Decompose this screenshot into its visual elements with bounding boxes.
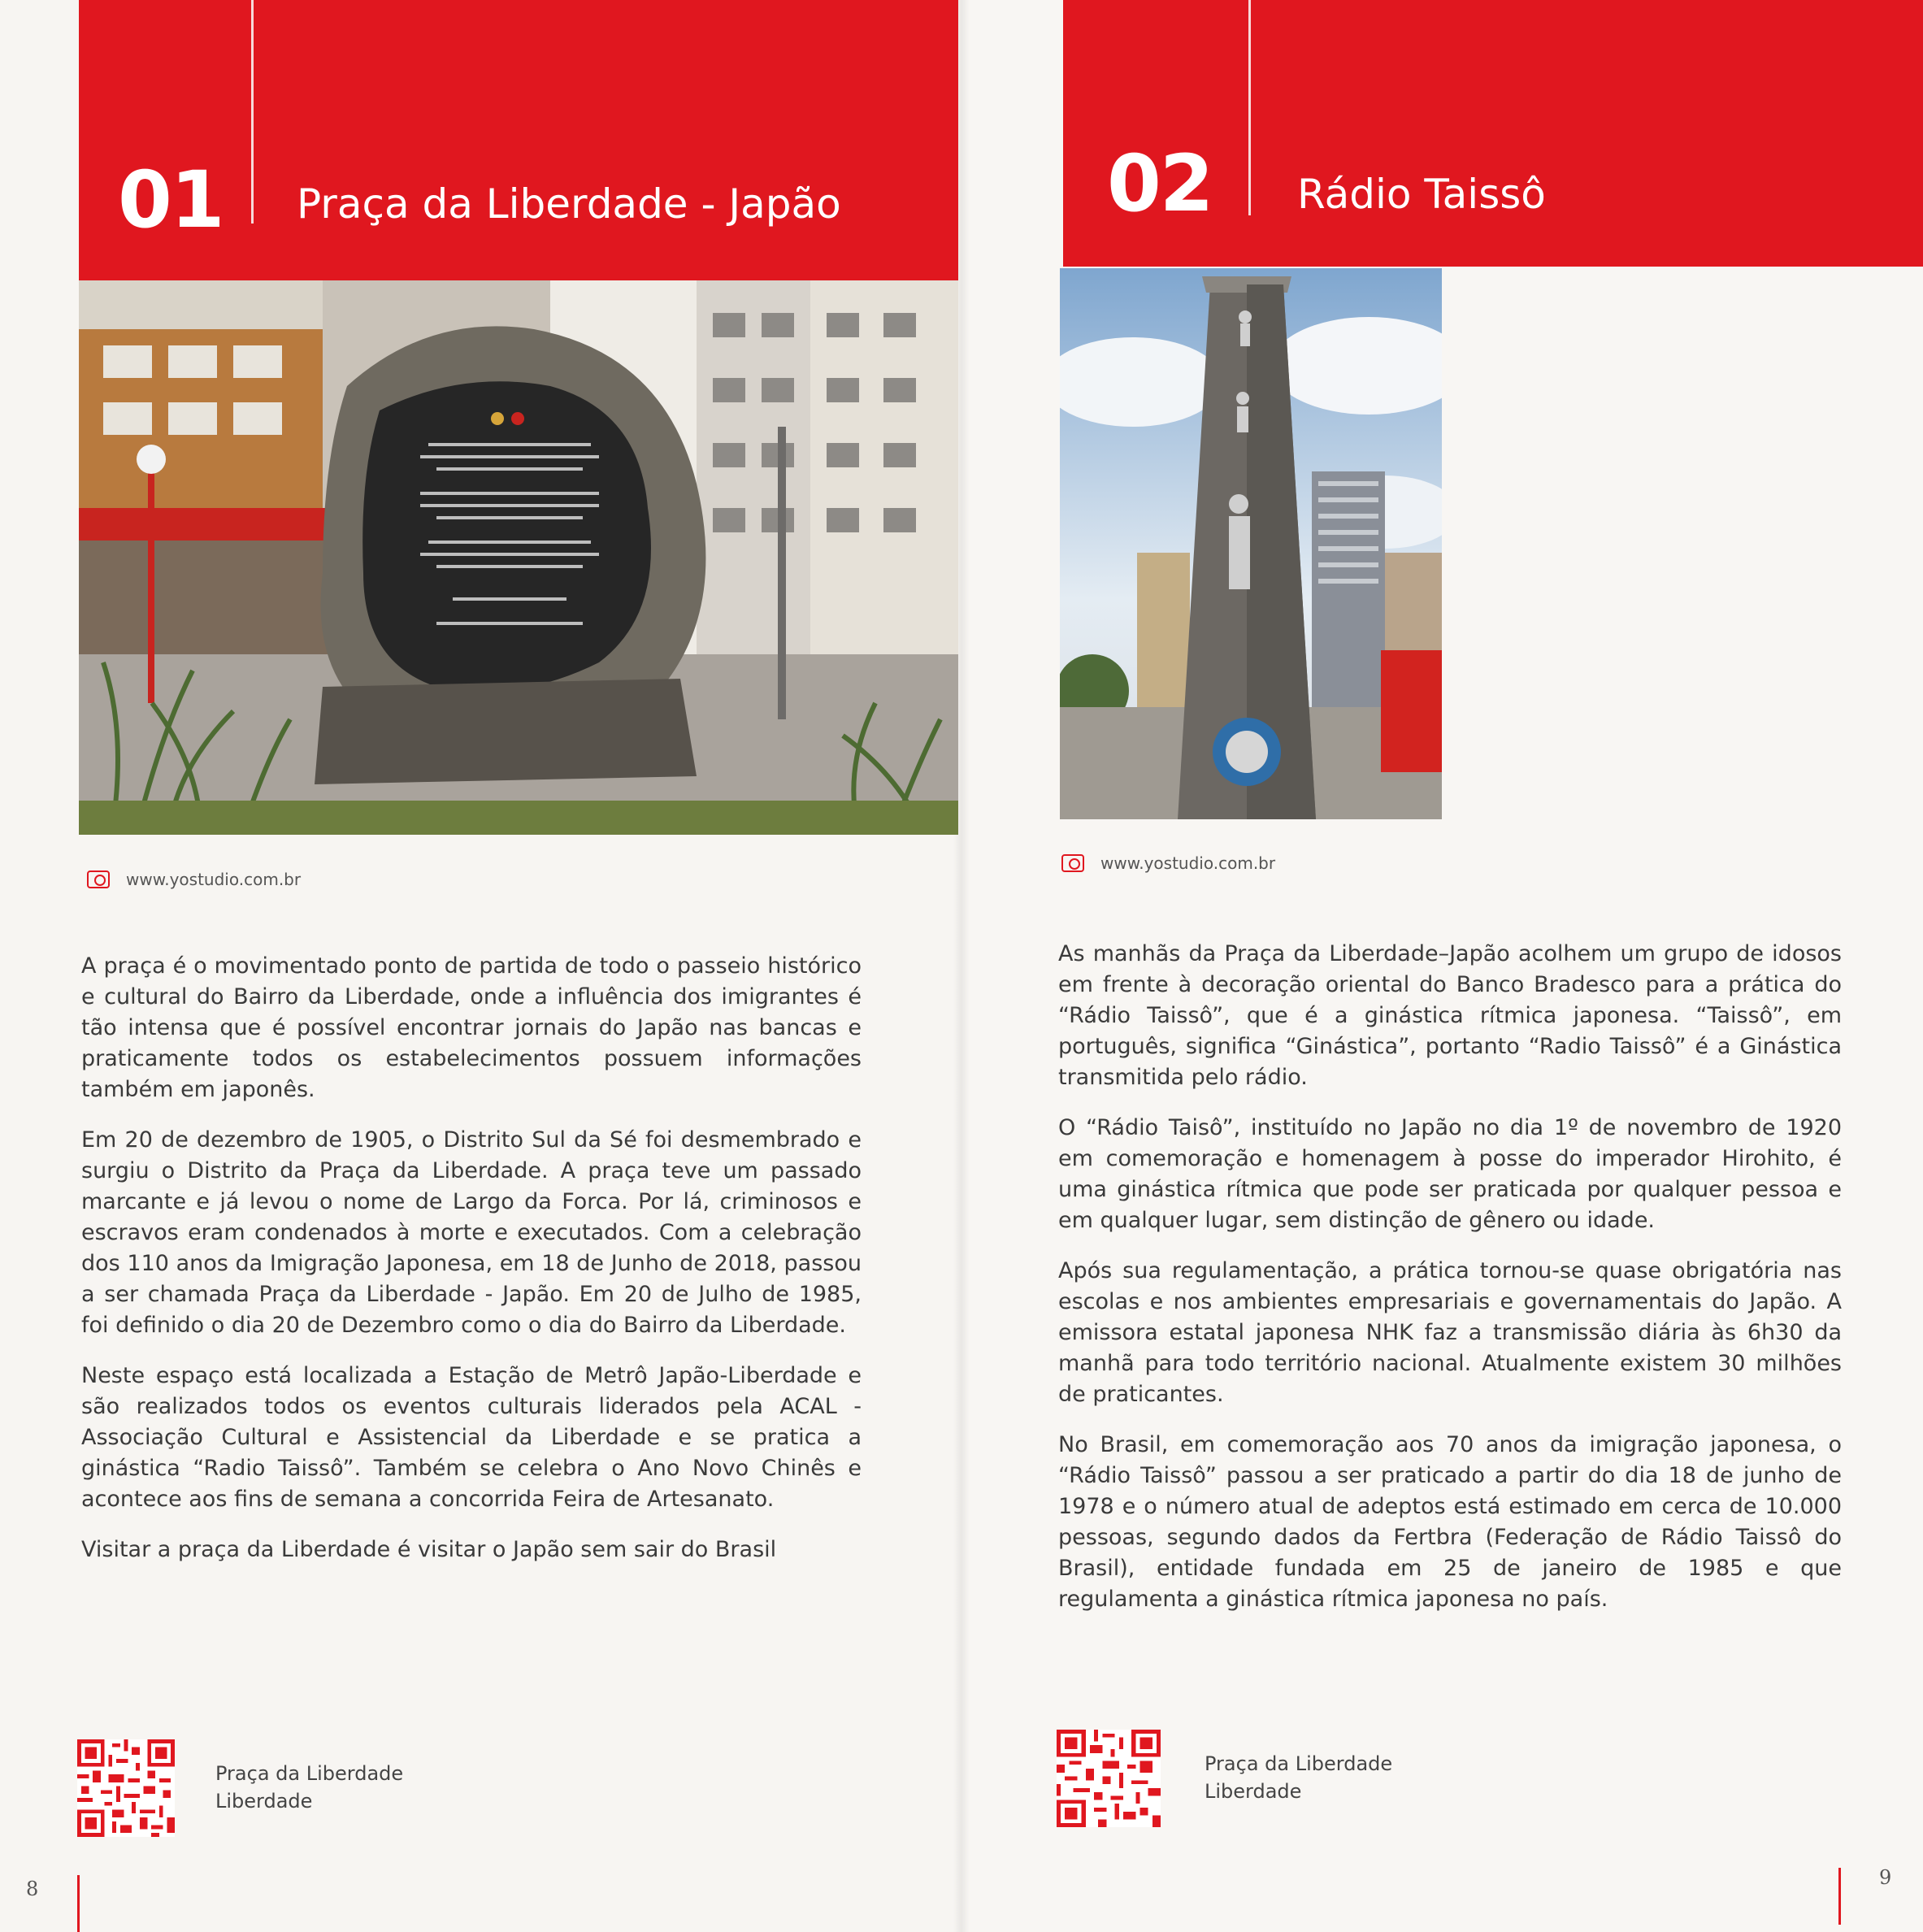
- location-line1: Praça da Liberdade: [215, 1762, 404, 1785]
- camera-icon: [87, 870, 110, 888]
- location-line1: Praça da Liberdade: [1205, 1752, 1393, 1775]
- banner-divider: [251, 0, 254, 224]
- page-number: 8: [26, 1878, 39, 1900]
- page-number: 9: [1879, 1866, 1892, 1889]
- section-number: 01: [118, 154, 224, 245]
- qr-code[interactable]: [1057, 1730, 1161, 1827]
- paragraph: No Brasil, em comemoração aos 70 anos da imigração japonesa, o “Rádio Taissô” passou a ser praticado a partir do dia 18 de junho de 1978 e o número atual de adeptos está estimado em cerca de 10.000 pessoas, segundo dados da Fertbra (Federação de Rádio Taissô do Brasil), entidade fundada em 25 de janeiro de 1985 e que regulamenta a ginástica rítmica japonesa no país.: [1058, 1432, 1842, 1612]
- photo-credit-text: www.yostudio.com.br: [126, 870, 302, 889]
- paragraph: Neste espaço está localizada a Estação de Metrô Japão-Liberdade e são realizados todos os eventos culturais liderados pela ACAL - Associação Cultural e Assistencial da Liberdade e se pratica a ginástica “Radio Taissô”. Também se celebra o Ano Novo Chinês e acontece aos fins de semana a concorrida Feira de Artesanato.: [81, 1363, 862, 1512]
- paragraph: A praça é o movimentado ponto de partida de todo o passeio histórico e cultural do Bairro da Liberdade, onde a influência dos imigrantes é tão intensa que é possível encontrar jornais do Japão nas bancas e praticamente todos os estabelecimentos possuem informações também em japonês.: [81, 953, 862, 1102]
- paragraph: As manhãs da Praça da Liberdade–Japão acolhem um grupo de idosos em frente à decoração oriental do Banco Bradesco para a prática do “Rádio Taissô”, que é a ginástica rítmica japonesa. “Taissô”, em português, significa “Ginástica”, portanto “Radio Taissô” é a Ginástica transmitida pelo rádio.: [1058, 941, 1842, 1090]
- location-label: [1205, 1750, 1392, 1805]
- section-title: Praça da Liberdade - Japão: [297, 180, 841, 228]
- paragraph: Em 20 de dezembro de 1905, o Distrito Sul da Sé foi desmembrado e surgiu o Distrito da Praça da Liberdade. A praça teve um passado marcante e já levou o nome de Largo da Forca. Por lá, criminosos e escravos eram condenados à morte e executados. Com a celebração dos 110 anos da Imigração Japonesa, em 18 de Junho de 2018, passou a ser chamada Praça da Liberdade - Japão. Em 20 de Julho de 1985, foi definido o dia 20 de Dezembro como o dia do Bairro da Liberdade.: [81, 1127, 862, 1338]
- location-line2: Liberdade: [215, 1790, 313, 1813]
- page-number-rule: [77, 1875, 80, 1932]
- section-title: Rádio Taissô: [1297, 171, 1546, 218]
- paragraph: Visitar a praça da Liberdade é visitar o Japão sem sair do Brasil: [81, 1537, 777, 1562]
- banner-divider: [1248, 0, 1251, 215]
- monument-photo: [79, 280, 958, 835]
- section-banner-02: [1063, 0, 1923, 267]
- camera-icon: [1061, 854, 1084, 872]
- photo-credit-text: www.yostudio.com.br: [1100, 853, 1276, 873]
- photo-credit: [87, 870, 301, 889]
- body-text: [81, 951, 862, 1585]
- qr-code[interactable]: [77, 1739, 175, 1837]
- section-banner-01: [79, 0, 958, 286]
- photo-credit: [1061, 853, 1275, 873]
- section-number: 02: [1107, 138, 1213, 229]
- location-label: [215, 1760, 403, 1815]
- paragraph: Após sua regulamentação, a prática tornou-se quase obrigatória nas escolas e nos ambientes empresariais e governamentais do Japão. A emissora estatal japonesa NHK faz a transmissão diária às 6h30 da manhã para todo território nacional. Atualmente existem 30 milhões de praticantes.: [1058, 1258, 1842, 1407]
- page-number-rule: [1838, 1868, 1841, 1925]
- body-text: [1058, 939, 1842, 1635]
- obelisk-photo: [1060, 268, 1442, 819]
- location-line2: Liberdade: [1205, 1780, 1302, 1803]
- paragraph: O “Rádio Taisô”, instituído no Japão no dia 1º de novembro de 1920 em comemoração e homenagem à posse do imperador Hirohito, é uma ginástica rítmica que pode ser praticada por qualquer pessoa e em qualquer lugar, sem distinção de gênero ou idade.: [1058, 1115, 1842, 1233]
